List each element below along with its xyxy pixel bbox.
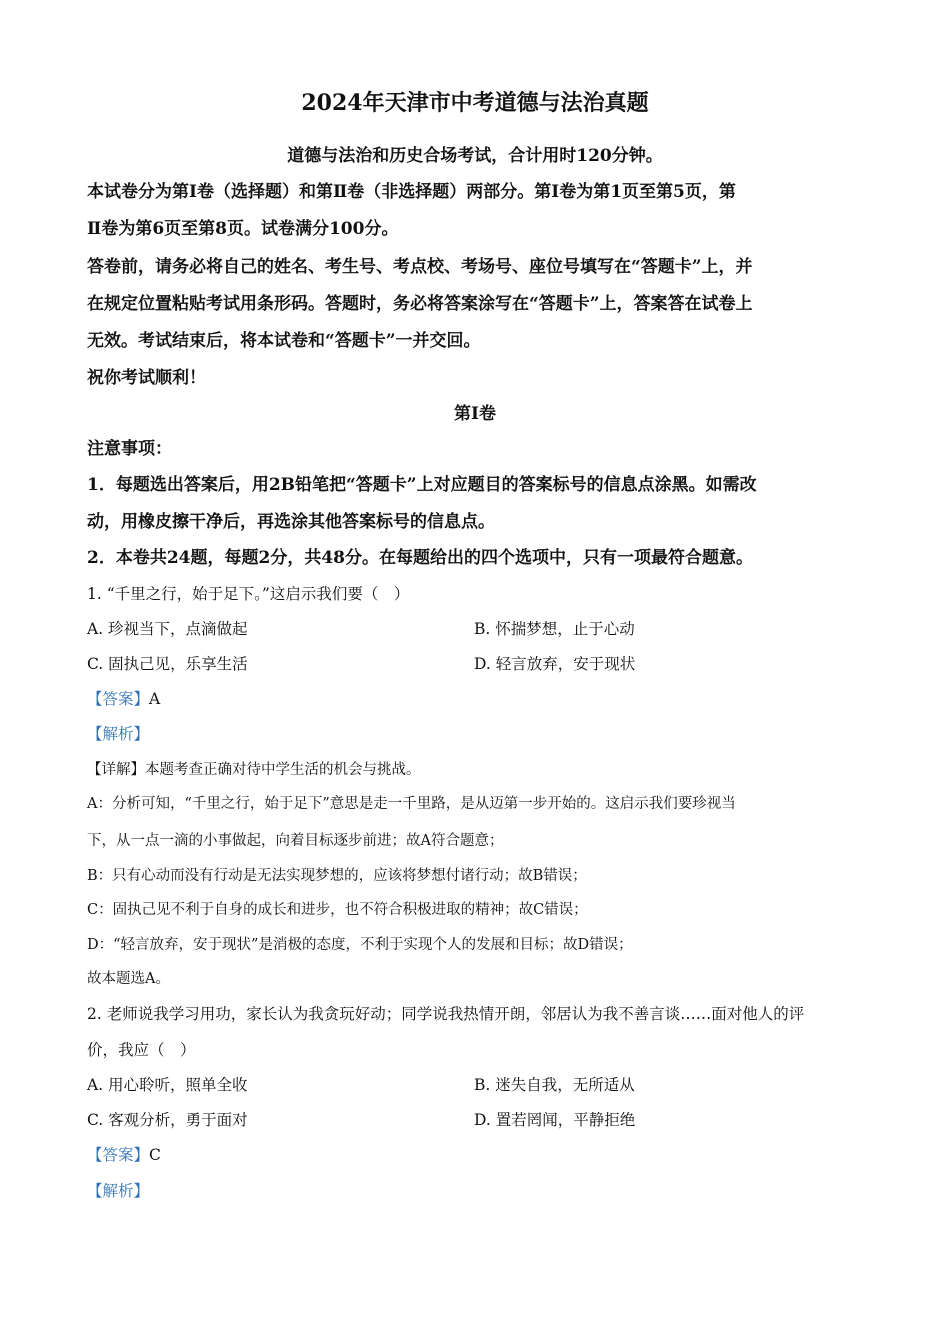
question-2-stem: 2. 老师说我学习用功，家长认为我贪玩好动；同学说我热情开朗，邻居认为我不善言谈……面对他人的评 [87,1005,805,1023]
intro-line: 祝你考试顺利！ [87,368,206,388]
page-title: 2024年天津市中考道德与法治真题 [301,90,649,116]
q2-analysis-tag: 【解析】 [87,1182,150,1200]
q1-option-c: C. 固执己见，乐享生活 [87,655,248,673]
notice-line: 2．本卷共24题，每题2分，共48分。在每题给出的四个选项中，只有一项最符合题意。 [87,548,753,568]
answer-value: C [149,1146,161,1164]
page-subtitle: 道德与法治和历史合场考试，合计用时120分钟。 [287,146,663,166]
intro-line: 本试卷分为第Ⅰ卷（选择题）和第Ⅱ卷（非选择题）两部分。第Ⅰ卷为第1页至第5页，第 [87,182,736,202]
q1-explanation: A：分析可知，“千里之行，始于足下”意思是走一千里路，是从迈第一步开始的。这启示我们要珍视当 [87,796,736,812]
notice-heading: 注意事项： [87,439,172,459]
q1-detail [87,763,421,778]
q2-option-d: D. 置若罔闻，平静拒绝 [474,1111,636,1129]
q1-option-a: A. 珍视当下，点滴做起 [87,620,248,638]
notice-line: 1．每题选出答案后，用2B铅笔把“答题卡”上对应题目的答案标号的信息点涂黑。如需改 [87,475,757,495]
q2-option-a: A. 用心聆听，照单全收 [87,1076,248,1094]
q1-explanation: 下，从一点一滴的小事做起，向着目标逐步前进；故A符合题意； [87,833,504,849]
q1-explanation: B：只有心动而没有行动是无法实现梦想的，应该将梦想付诸行动；故B错误； [87,868,587,884]
intro-line: 答卷前，请务必将自己的姓名、考生号、考点校、考场号、座位号填写在“答题卡”上，并 [87,257,753,277]
q1-answer [87,692,160,708]
notice-line: 动，用橡皮擦干净后，再选涂其他答案标号的信息点。 [87,512,495,532]
detail-text: 本题考查正确对待中学生活的机会与挑战。 [145,762,421,778]
q1-option-d: D. 轻言放弃，安于现状 [474,655,636,673]
q2-answer [87,1148,161,1164]
q1-explanation: D：“轻言放弃，安于现状”是消极的态度，不利于实现个人的发展和目标；故D错误； [87,937,633,953]
q1-analysis-tag: 【解析】 [87,725,150,743]
question-2-stem: 价，我应（ ） [87,1041,196,1059]
answer-tag: 【答案】 [87,1146,150,1164]
answer-tag: 【答案】 [87,690,150,708]
detail-tag: 【详解】 [87,762,145,778]
answer-value: A [149,690,161,708]
intro-line: 在规定位置粘贴考试用条形码。答题时，务必将答案涂写在“答题卡”上，答案答在试卷上 [87,294,753,314]
intro-line: Ⅱ卷为第6页至第8页。试卷满分100分。 [87,219,399,239]
q1-option-b: B. 怀揣梦想，止于心动 [474,620,635,638]
q1-explanation: C：固执己见不利于自身的成长和进步，也不符合积极进取的精神；故C错误； [87,902,588,918]
volume-heading: 第Ⅰ卷 [454,404,496,424]
question-1-stem: 1. “千里之行，始于足下。”这启示我们要（ ） [87,585,410,603]
q2-option-c: C. 客观分析，勇于面对 [87,1111,248,1129]
intro-line: 无效。考试结束后，将本试卷和“答题卡”一并交回。 [87,331,481,351]
q1-explanation: 故本题选A。 [87,971,170,987]
q2-option-b: B. 迷失自我，无所适从 [474,1076,635,1094]
